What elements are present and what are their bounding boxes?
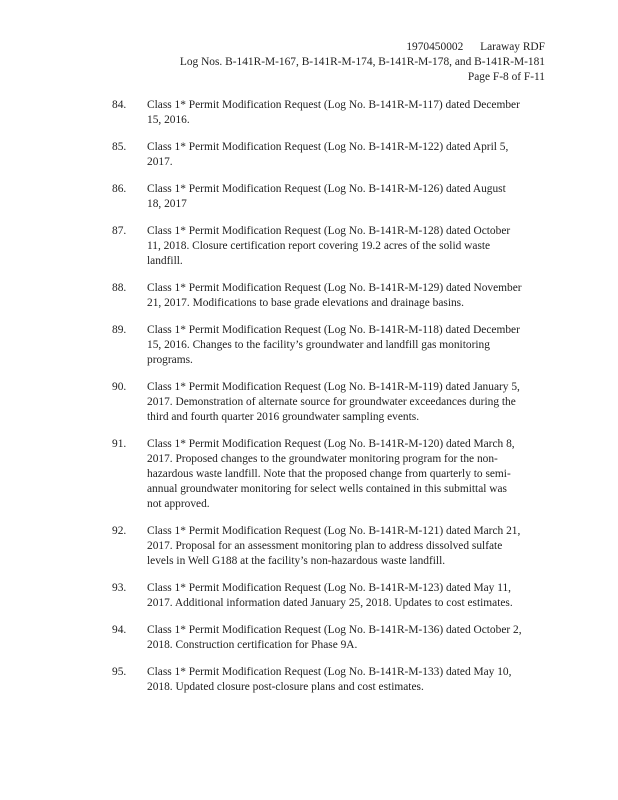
permit-modification-list [112, 98, 552, 707]
item-text [147, 623, 552, 653]
item-number: 86. [112, 183, 127, 195]
list-item [112, 224, 552, 269]
item-text-line: 15, 2016. Changes to the facility’s groundwater and landfill gas monitoring [147, 339, 490, 351]
item-text [147, 524, 552, 569]
item-text-line: Class 1* Permit Modification Request (Log No. B-141R-M-119) dated January 5, [147, 381, 520, 393]
item-text [147, 380, 552, 425]
item-text-line: programs. [147, 354, 193, 366]
list-item [112, 98, 552, 128]
item-text-line: Class 1* Permit Modification Request (Log No. B-141R-M-117) dated December [147, 99, 520, 111]
item-text-line: Class 1* Permit Modification Request (Log No. B-141R-M-126) dated August [147, 183, 506, 195]
item-text-line: Class 1* Permit Modification Request (Log No. B-141R-M-136) dated October 2, [147, 624, 522, 636]
item-number: 90. [112, 381, 127, 393]
item-text-line: 11, 2018. Closure certification report covering 19.2 acres of the solid waste [147, 240, 491, 252]
item-number: 91. [112, 438, 127, 450]
item-number: 87. [112, 225, 127, 237]
list-item [112, 323, 552, 368]
list-item [112, 380, 552, 425]
item-text [147, 323, 552, 368]
header-id-line [180, 40, 545, 55]
item-text-line: 21, 2017. Modifications to base grade elevations and drainage basins. [147, 297, 464, 309]
item-text-line: not approved. [147, 498, 210, 510]
item-number: 94. [112, 624, 127, 636]
facility-name: Laraway RDF [480, 41, 545, 53]
item-number: 85. [112, 141, 127, 153]
item-number: 93. [112, 582, 127, 594]
list-item [112, 623, 552, 653]
item-text-line: 2017. Proposed changes to the groundwater monitoring program for the non- [147, 453, 498, 465]
item-text [147, 281, 552, 311]
item-text [147, 182, 552, 212]
page-header [180, 40, 545, 85]
item-text [147, 665, 552, 695]
item-text-line: Class 1* Permit Modification Request (Log No. B-141R-M-129) dated November [147, 282, 522, 294]
document-id: 1970450002 [406, 41, 464, 53]
item-text-line: hazardous waste landfill. Note that the proposed change from quarterly to semi- [147, 468, 511, 480]
item-text-line: 2017. Proposal for an assessment monitoring plan to address dissolved sulfate [147, 540, 503, 552]
item-text-line: 15, 2016. [147, 114, 190, 126]
item-text-line: 2017. Additional information dated January 25, 2018. Updates to cost estimates. [147, 597, 513, 609]
item-text-line: annual groundwater monitoring for select wells contained in this submittal was [147, 483, 507, 495]
item-text-line: Class 1* Permit Modification Request (Log No. B-141R-M-133) dated May 10, [147, 666, 512, 678]
item-text-line: Class 1* Permit Modification Request (Log No. B-141R-M-120) dated March 8, [147, 438, 515, 450]
item-text [147, 437, 552, 512]
item-text-line: third and fourth quarter 2016 groundwater sampling events. [147, 411, 420, 423]
list-item [112, 581, 552, 611]
item-text [147, 140, 552, 170]
list-item [112, 437, 552, 512]
item-text-line: 2017. [147, 156, 173, 168]
item-text-line: landfill. [147, 255, 183, 267]
item-number: 89. [112, 324, 127, 336]
item-text-line: Class 1* Permit Modification Request (Log No. B-141R-M-121) dated March 21, [147, 525, 521, 537]
list-item [112, 665, 552, 695]
list-item [112, 182, 552, 212]
item-text [147, 224, 552, 269]
item-text-line: 2018. Construction certification for Phase 9A. [147, 639, 358, 651]
list-item [112, 281, 552, 311]
item-number: 88. [112, 282, 127, 294]
list-item [112, 524, 552, 569]
log-numbers-line: Log Nos. B-141R-M-167, B-141R-M-174, B-141R-M-178, and B-141R-M-181 [179, 56, 545, 68]
item-text-line: Class 1* Permit Modification Request (Log No. B-141R-M-122) dated April 5, [147, 141, 509, 153]
item-text-line: Class 1* Permit Modification Request (Log No. B-141R-M-128) dated October [147, 225, 511, 237]
item-text-line: 2017. Demonstration of alternate source for groundwater exceedances during the [147, 396, 516, 408]
item-number: 92. [112, 525, 127, 537]
item-number: 95. [112, 666, 127, 678]
page-number-line: Page F-8 of F-11 [467, 71, 545, 83]
item-text-line: levels in Well G188 at the facility’s non-hazardous waste landfill. [147, 555, 446, 567]
item-text-line: 2018. Updated closure post-closure plans and cost estimates. [147, 681, 424, 693]
list-item [112, 140, 552, 170]
item-text [147, 98, 552, 128]
item-text [147, 581, 552, 611]
item-number: 84. [112, 99, 127, 111]
item-text-line: Class 1* Permit Modification Request (Log No. B-141R-M-118) dated December [147, 324, 520, 336]
item-text-line: Class 1* Permit Modification Request (Log No. B-141R-M-123) dated May 11, [147, 582, 512, 594]
item-text-line: 18, 2017 [147, 198, 187, 210]
